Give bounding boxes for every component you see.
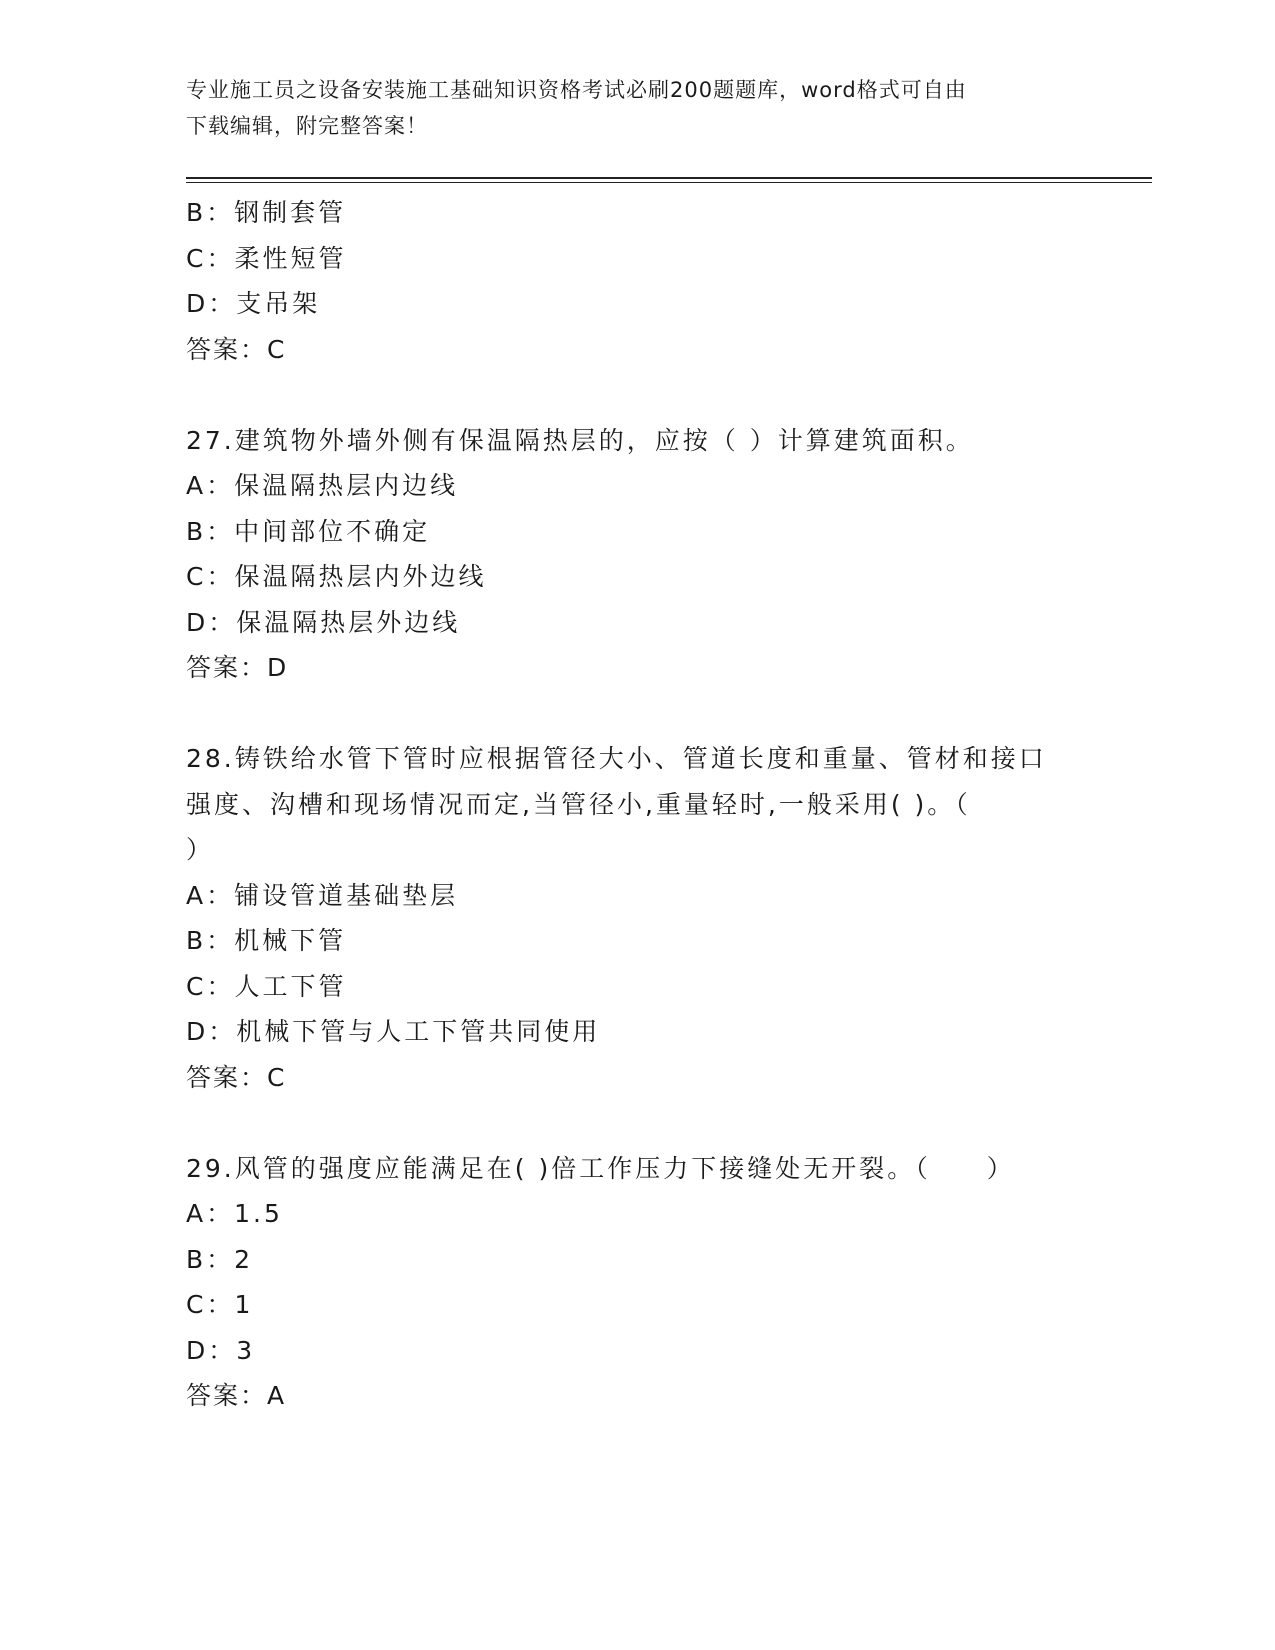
option-d: D：机械下管与人工下管共同使用 bbox=[186, 1017, 601, 1046]
option-c: C：柔性短管 bbox=[186, 243, 347, 273]
answer-text: 答案：C bbox=[186, 334, 287, 364]
option-d: D：保温隔热层外边线 bbox=[186, 607, 461, 637]
header-divider-thick bbox=[186, 177, 1152, 179]
option-c: C：保温隔热层内外边线 bbox=[186, 562, 487, 591]
question-28 bbox=[186, 736, 1086, 1100]
option-c: C：人工下管 bbox=[186, 971, 347, 1001]
option-b: B：钢制套管 bbox=[186, 198, 347, 227]
option-a: A：1.5 bbox=[186, 1199, 283, 1228]
question-26 bbox=[186, 190, 1086, 372]
option-b: B：2 bbox=[186, 1244, 254, 1274]
answer-text: 答案：C bbox=[186, 1062, 287, 1092]
spacer bbox=[186, 372, 1086, 418]
option-a: A：保温隔热层内边线 bbox=[186, 471, 459, 500]
document-header bbox=[186, 72, 1086, 144]
header-divider-thin bbox=[186, 182, 1152, 183]
option-b: B：机械下管 bbox=[186, 926, 347, 955]
question-text: 29.风管的强度应能满足在( )倍工作压力下接缝处无开裂。（ ） bbox=[186, 1153, 1015, 1183]
spacer bbox=[186, 1100, 1086, 1146]
option-d: D：支吊架 bbox=[186, 289, 321, 318]
question-text-line-2: 强度、沟槽和现场情况而定,当管径小,重量轻时,一般采用( )。（ bbox=[186, 789, 971, 819]
question-text-line-3: ） bbox=[186, 835, 215, 864]
option-c: C：1 bbox=[186, 1290, 254, 1319]
header-title-line-2: 下载编辑，附完整答案！ bbox=[186, 114, 428, 138]
answer-text: 答案：D bbox=[186, 653, 289, 682]
question-text: 27.建筑物外墙外侧有保温隔热层的，应按（ ）计算建筑面积。 bbox=[186, 425, 974, 455]
question-list bbox=[186, 190, 1086, 1419]
question-29 bbox=[186, 1146, 1086, 1419]
question-text-line-1: 28.铸铁给水管下管时应根据管径大小、管道长度和重量、管材和接口 bbox=[186, 744, 1047, 773]
option-b: B：中间部位不确定 bbox=[186, 516, 431, 546]
question-27 bbox=[186, 418, 1086, 691]
header-title-line-1: 专业施工员之设备安装施工基础知识资格考试必刷200题题库，word格式可自由 bbox=[186, 78, 967, 102]
option-a: A：铺设管道基础垫层 bbox=[186, 880, 459, 910]
option-d: D：3 bbox=[186, 1335, 256, 1365]
answer-text: 答案：A bbox=[186, 1381, 287, 1410]
spacer bbox=[186, 691, 1086, 737]
